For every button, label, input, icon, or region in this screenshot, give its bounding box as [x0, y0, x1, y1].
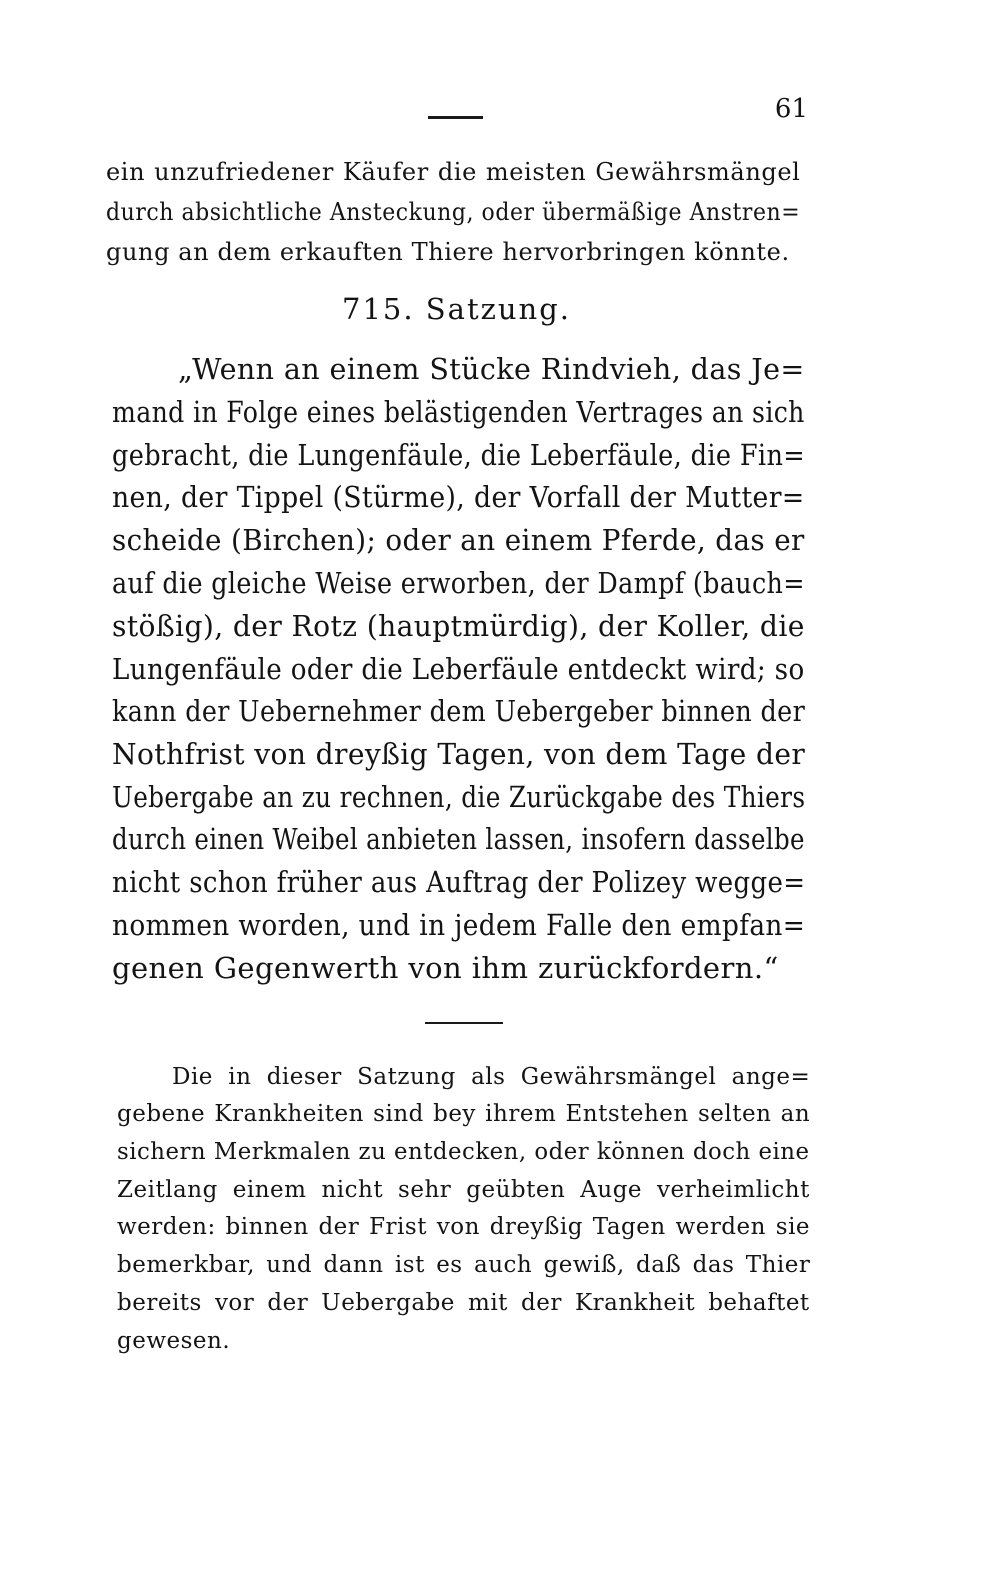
text-line: mand in Folge eines belästigenden Vertrages an sich: [112, 395, 805, 429]
text-line: gebene Krankheiten sind bey ihrem Entstehen selten an: [117, 1101, 811, 1127]
text-line: Die in dieser Satzung als Gewährsmängel ange=: [172, 1064, 811, 1090]
text-line: stößig), der Rotz (hauptmürdig), der Koller, die: [112, 609, 805, 643]
text-line: auf die gleiche Weise erworben, der Dampf (bauch=: [112, 566, 805, 600]
text-line: werden: binnen der Frist von dreyßig Tagen werden sie: [117, 1214, 811, 1240]
text-line: Uebergabe an zu rechnen, die Zurückgabe des Thiers: [112, 780, 806, 814]
text-line: nen, der Tippel (Stürme), der Vorfall der Mutter=: [112, 480, 805, 514]
text-line: „Wenn an einem Stücke Rindvieh, das Je=: [178, 352, 805, 386]
section-heading: 715. Satzung.: [342, 292, 572, 326]
text-line: Zeitlang einem nicht sehr geübten Auge verheimlicht: [117, 1177, 810, 1203]
header-rule: [428, 116, 483, 119]
section-divider: [425, 1022, 503, 1024]
text-line: ein unzufriedener Käufer die meisten Gewährsmängel: [106, 158, 801, 186]
text-line: gung an dem erkauften Thiere hervorbringen könnte.: [106, 238, 790, 266]
text-line: Lungenfäule oder die Leberfäule entdeckt wird; so: [112, 652, 805, 686]
text-line: bereits vor der Uebergabe mit der Krankheit behaftet: [117, 1290, 810, 1316]
text-line: scheide (Birchen); oder an einem Pferde, das er: [112, 523, 805, 557]
text-line: Nothfrist von dreyßig Tagen, von dem Tage der: [112, 737, 806, 771]
text-line: gebracht, die Lungenfäule, die Leberfäule, die Fin=: [112, 438, 806, 472]
text-line: durch absichtliche Ansteckung, oder übermäßige Anstren=: [106, 198, 801, 226]
text-line: genen Gegenwerth von ihm zurückfordern.“: [112, 951, 779, 985]
page-number: 61: [774, 94, 808, 124]
text-line: gewesen.: [117, 1328, 231, 1354]
text-line: kann der Uebernehmer dem Uebergeber binnen der: [112, 694, 806, 728]
text-line: nicht schon früher aus Auftrag der Polizey wegge=: [112, 865, 806, 899]
text-line: bemerkbar, und dann ist es auch gewiß, daß das Thier: [117, 1252, 811, 1278]
text-line: durch einen Weibel anbieten lassen, insofern dasselbe: [112, 822, 805, 856]
text-line: nommen worden, und in jedem Falle den empfan=: [112, 908, 806, 942]
text-line: sichern Merkmalen zu entdecken, oder können doch eine: [117, 1139, 810, 1165]
